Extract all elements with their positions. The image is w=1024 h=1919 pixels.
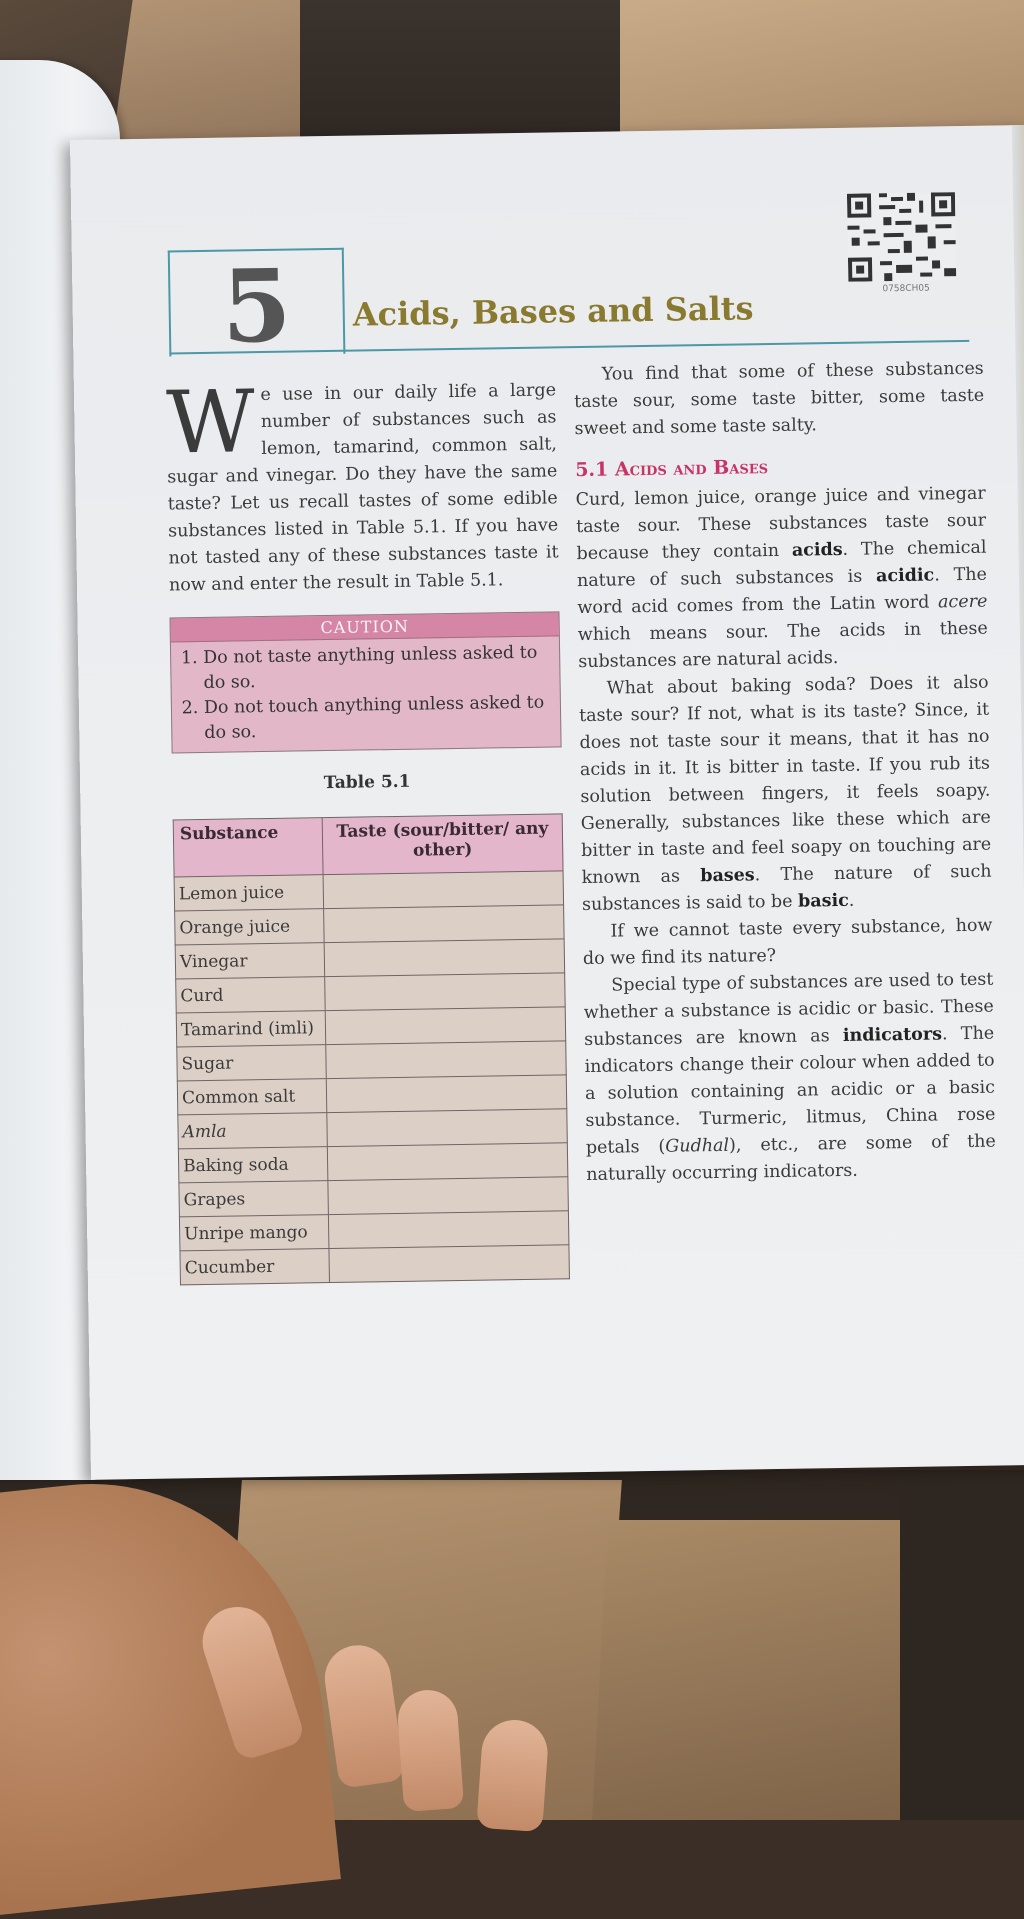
finger — [396, 1688, 464, 1812]
chapter-title: Acids, Bases and Salts — [352, 289, 754, 334]
caution-item: 1. Do not taste anything unless asked to do so. — [203, 640, 556, 696]
table-header-row — [173, 814, 563, 877]
substance-cell: Tamarind (imli) — [176, 1011, 326, 1047]
caution-box — [170, 611, 562, 753]
substance-cell: Vinegar — [175, 943, 325, 979]
intro-text: e use in our daily life a large number of substances such as lemon, tamarind, common salt, sugar and vinegar. Do they have the same taste? Let us recall tastes of some edible substances listed in Table 5.1. If you have not tasted any of these substances taste it now and enter the result in Table 5.1. — [167, 380, 559, 596]
text: Curd, lemon juice, orange juice and vinegar taste sour. These substances taste sour because they contain — [575, 483, 987, 565]
caution-title: CAUTION — [171, 612, 559, 642]
text: which means sour. The acids in these substances are natural acids. — [577, 618, 988, 673]
taste-cell[interactable] — [326, 1041, 567, 1079]
text: Special type of substances are used to test whether a substance is acidic or basic. These substances are known as — [583, 969, 994, 1051]
section-heading: 5.1 Acids and Bases — [575, 456, 769, 482]
chapter-number: 5 — [220, 246, 293, 366]
substance-cell: Grapes — [179, 1181, 329, 1217]
floor-plank — [900, 1480, 1024, 1820]
caution-list — [171, 640, 557, 746]
italic-term: Gudhal — [665, 1135, 730, 1157]
substance-cell: Sugar — [177, 1045, 327, 1081]
paragraph: If we cannot taste every substance, how do we find its nature? — [582, 915, 993, 970]
text: . The nature of such substances is said to be — [581, 861, 992, 916]
taste-cell[interactable] — [327, 1143, 568, 1181]
substance-cell: Cucumber — [180, 1249, 330, 1285]
column-header-substance: Substance — [173, 818, 323, 877]
taste-cell[interactable] — [329, 1245, 570, 1283]
right-column — [574, 356, 997, 1189]
text: . The indicators change their colour when added to a solution containing an acidic or a basic substance. Turmeric, litmus, China rose petals ( — [584, 1023, 996, 1159]
paragraph — [576, 481, 989, 676]
paragraph: You find that some of these substances taste sour, some taste bitter, some taste sweet and some taste salty. — [574, 358, 985, 440]
intro-paragraph — [165, 372, 559, 599]
taste-cell[interactable] — [325, 973, 566, 1011]
taste-cell[interactable] — [328, 1177, 569, 1215]
bold-term: indicators — [842, 1024, 943, 1046]
text: . The word acid comes from the Latin word — [577, 564, 988, 619]
qr-code-label: 0758CH05 — [882, 283, 930, 295]
substance-cell: Curd — [176, 977, 326, 1013]
table-caption: Table 5.1 — [323, 771, 411, 794]
text: . — [848, 890, 855, 911]
taste-table — [173, 813, 570, 1285]
column-header-taste: Taste (sour/bitter/ any other) — [322, 814, 563, 875]
taste-cell[interactable] — [324, 905, 565, 943]
taste-cell[interactable] — [326, 1075, 567, 1113]
paragraph — [578, 670, 992, 919]
substance-cell: Amla — [178, 1113, 328, 1149]
paragraph — [583, 967, 996, 1189]
bold-term: bases — [700, 865, 755, 887]
taste-cell[interactable] — [327, 1109, 568, 1147]
chapter-number-box — [168, 246, 346, 366]
qr-code-icon — [847, 192, 956, 282]
table-row — [180, 1245, 569, 1285]
left-column — [165, 372, 570, 1285]
substance-cell: Baking soda — [178, 1147, 328, 1183]
substance-cell: Common salt — [177, 1079, 327, 1115]
taste-cell[interactable] — [325, 1007, 566, 1045]
taste-cell[interactable] — [323, 871, 564, 909]
caution-item: 2. Do not touch anything unless asked to do so. — [204, 690, 557, 746]
text: ), etc., are some of the naturally occurring indicators. — [586, 1131, 997, 1186]
text: What about baking soda? Does it also taste sour? If not, what is its taste? Since, it does not taste sour it means, that it has no acids in it. It is bitter in taste. If you rub its solution between fingers, it feels soapy. Generally, substances like these which are bitter in taste and feel soapy on touching are known as — [578, 672, 992, 889]
italic-term: acere — [937, 591, 988, 613]
bold-term: acidic — [875, 565, 935, 587]
substance-cell: Orange juice — [175, 909, 325, 945]
substance-cell: Unripe mango — [179, 1215, 329, 1251]
taste-cell[interactable] — [324, 939, 565, 977]
taste-cell[interactable] — [328, 1211, 569, 1249]
drop-cap: W — [165, 372, 256, 474]
page-edge — [1012, 125, 1024, 1465]
textbook-page — [70, 125, 1024, 1480]
bold-term: acids — [791, 539, 843, 561]
text: . The chemical nature of such substances is — [576, 537, 987, 592]
bold-term: basic — [797, 890, 849, 912]
substance-cell: Lemon juice — [174, 875, 324, 911]
finger — [476, 1718, 550, 1832]
